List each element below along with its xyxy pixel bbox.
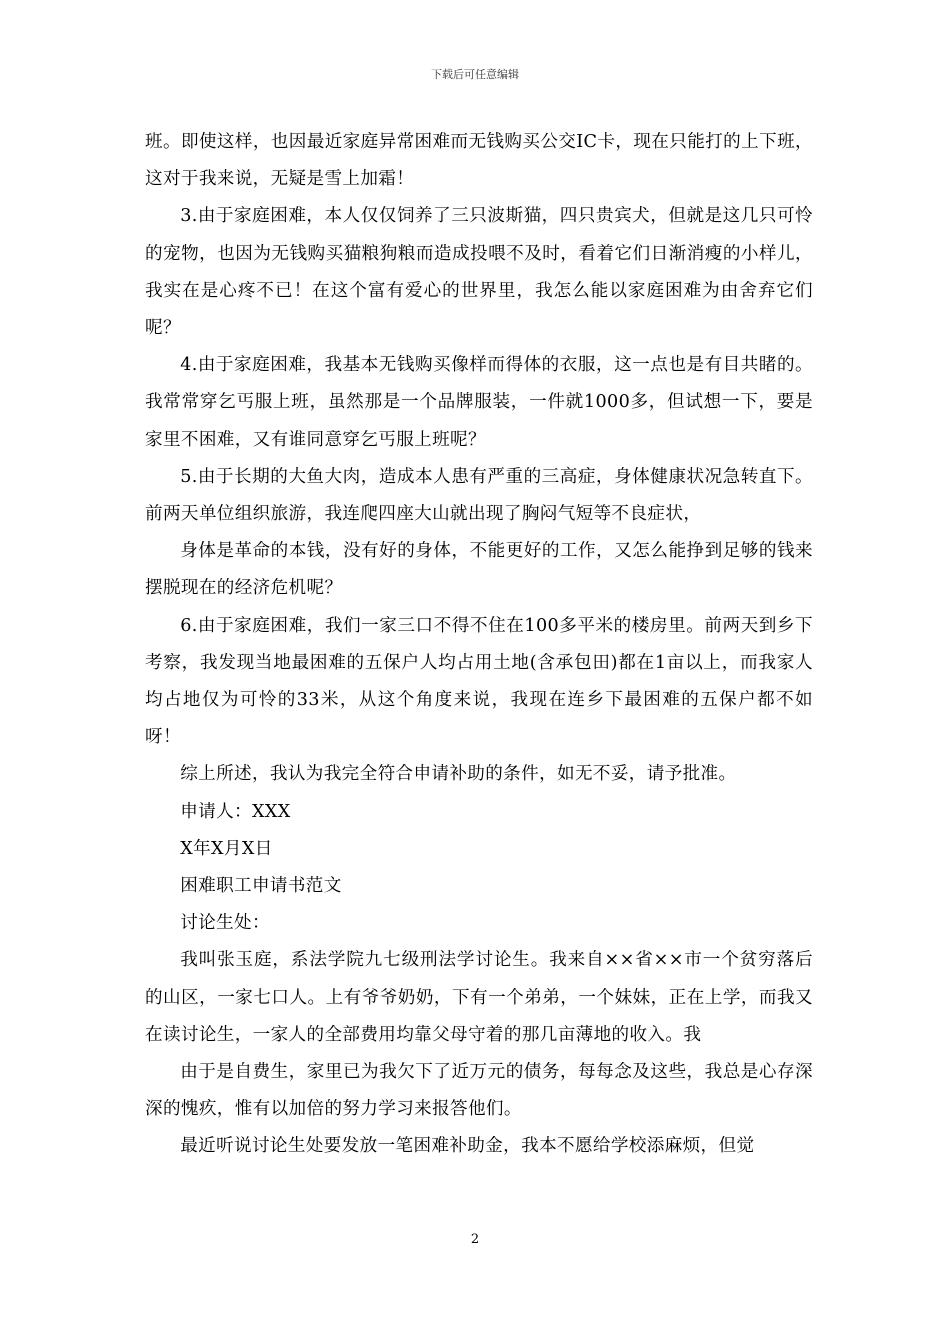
date-line: X年X月X日 <box>180 838 273 859</box>
paragraph: 我叫张玉庭，系法学院九七级刑法学讨论生。我来自××省××市一个贫穷落后的山区，一家七口人。上有爷爷奶奶，下有一个弟弟，一个妹妹，正在上学，而我又在读讨论生，一家人的全部费用均靠父母守着的那几亩薄地的收入。我 <box>145 950 813 1045</box>
page-number: 2 <box>470 1232 480 1247</box>
salutation: 讨论生处： <box>180 913 270 934</box>
paragraph: 5.由于长期的大鱼大肉，造成本人患有严重的三高症，身体健康状况急转直下。前两天单位组织旅游，我连爬四座大山就出现了胸闷气短等不良症状， <box>145 466 813 525</box>
paragraph: 综上所述，我认为我完全符合申请补助的条件，如无不妥，请予批准。 <box>180 764 737 785</box>
section-title: 困难职工申请书范文 <box>180 876 342 897</box>
document-body <box>145 124 813 1166</box>
paragraph: 班。即使这样，也因最近家庭异常困难而无钱购买公交IC卡，现在只能打的上下班，这对于我来说，无疑是雪上加霜！ <box>145 132 813 190</box>
paragraph: 4.由于家庭困难，我基本无钱购买像样而得体的衣服，这一点也是有目共睹的。我常常穿乞丐服上班，虽然那是一个品牌服装，一件就1000多，但试想一下，要是家里不困难，又有谁同意穿乞丐服上班呢？ <box>145 355 813 450</box>
paragraph: 由于是自费生，家里已为我欠下了近万元的债务，每每念及这些，我总是心存深深的愧疚，惟有以加倍的努力学习来报答他们。 <box>145 1062 813 1120</box>
paragraph: 身体是革命的本钱，没有好的身体，不能更好的工作，又怎么能挣到足够的钱来摆脱现在的经济危机呢？ <box>145 541 813 599</box>
applicant-line: 申请人：XXX <box>180 801 291 822</box>
paragraph: 6.由于家庭困难，我们一家三口不得不住在100多平米的楼房里。前两天到乡下考察，我发现当地最困难的五保户人均占用土地(含承包田)都在1亩以上，而我家人均占地仅为可怜的33米，从这个角度来说，我现在连乡下最困难的五保户都不如呀！ <box>145 615 813 748</box>
page-header: 下载后可任意编辑 <box>431 68 519 81</box>
paragraph: 3.由于家庭困难，本人仅仅饲养了三只波斯猫，四只贵宾犬，但就是这几只可怜的宠物，也因为无钱购买猫粮狗粮而造成投喂不及时，看着它们日渐消瘦的小样儿，我实在是心疼不已！在这个富有爱心的世界里，我怎么能以家庭困难为由舍弃它们呢？ <box>145 206 813 339</box>
paragraph: 最近听说讨论生处要发放一笔困难补助金，我本不愿给学校添麻烦，但觉 <box>180 1136 755 1157</box>
